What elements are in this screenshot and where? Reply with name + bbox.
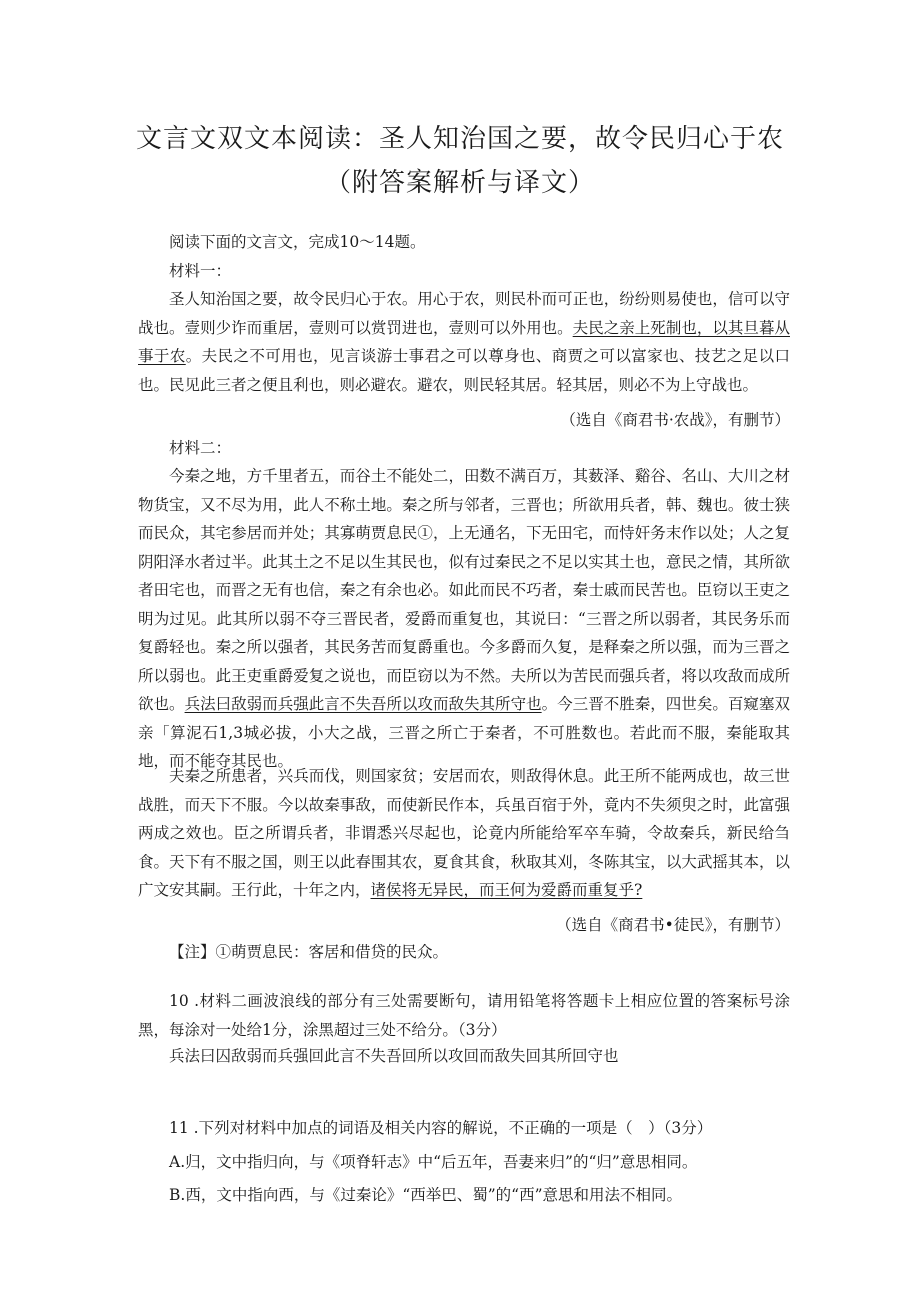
material2-underlined-text: 诸侯将无异民，而王何为爱爵而重复乎?: [370, 881, 643, 899]
material1-text-a: 圣人知治国之要，故令民归心于农。用心于农，则民朴而可正也，纷纷则易使也，信可以守战也。壹则少诈而重居，壹则可以赏罚进也，壹则可以外用也。: [138, 290, 790, 337]
material2-text-c: 夫秦之所患者，兴兵而伐，则国家贫；安居而农，则敌得休息。此王所不能两成也，故三世战胜，而天下不服。今以故秦事敌，而使新民作本，兵虽百宿于外，竟内不失须臾之时，此富强两成之效也。臣之所谓兵者，非谓悉兴尽起也，论竟内所能给军卒车骑，令故秦兵，新民给刍食。天下有不服之国，则王以此春围其农，夏食其食，秋取其刈，冬陈其宝，以大武摇其本，以广文安其嗣。王行此，十年之内，: [138, 767, 790, 899]
document-subtitle: （附答案解析与译文）: [324, 168, 595, 198]
material2-paragraph-1: [138, 462, 790, 776]
document-title: 文言文双文本阅读：圣人知治国之要，故令民归心于农: [135, 124, 784, 154]
material1-text-b: 。夫民之不可用也，见言谈游士事君之可以尊身也、商贾之可以富家也、技艺之足以口也。民见此三者之便且利也，则必避农。避农，则民轻其居。轻其居，则必不为上守战也。: [138, 347, 790, 394]
material1-label: 材料一：: [169, 262, 232, 280]
material2-text-a: 今秦之地，方千里者五，而谷土不能处二，田数不满百万，其薮泽、谿谷、名山、大川之材物货宝，又不尽为用，此人不称土地。秦之所与邻者，三晋也；所欲用兵者，韩、魏也。彼士狭而民众，其宅参居而并处；其寡萌贾息民①，上无通名，下无田宅，而恃奸务末作以处；人之复阴阳泽水者过半。此其土之不足以生其民也，似有过秦民之不足以实其土也，意民之情，其所欲者田宅也，而晋之无有也信，秦之有余也必。如此而民不巧者，秦士戚而民苦也。臣窃以王吏之明为过见。此其所以弱不夺三晋民者，爱爵而重复也，其说曰：“三晋之所以弱者，其民务乐而复爵轻也。秦之所以强者，其民务苦而复爵重也。今多爵而久复，是释秦之所以强，而为三晋之所以弱也。此王吏重爵爱复之说也，而臣窃以为不然。夫所以为苦民而强兵者，将以攻敌而成所欲也。: [138, 467, 790, 713]
material1-underlined-text: 夫民之亲上死制也，以其旦暮从事于农: [138, 318, 790, 365]
question-10-sentence: 兵法曰囚敌弱而兵强回此言不失吾回所以攻回而敌失回其所回守也: [169, 1047, 619, 1065]
question-11-option-a: A.归，文中指归向，与《项脊轩志》中“后五年，吾妻来归”的“归”意思相同。: [169, 1153, 698, 1171]
material2-wavy-line-text: 兵法曰敌弱而兵强此言不失吾所以攻而敌失其所守也: [184, 695, 542, 713]
material2-paragraph-2: [138, 762, 790, 905]
question-10-stem: 10 .材料二画波浪线的部分有三处需要断句，请用铅笔将答题卡上相应位置的答案标号涂黑，每涂对一处给1分，涂黑超过三处不给分。（3分）: [138, 992, 790, 1039]
intro-text: 阅读下面的文言文，完成10～14题。: [169, 233, 426, 251]
material1-source: （选自《商君书·农战》，有删节）: [560, 411, 790, 429]
material2-text-b: 。今三晋不胜秦，四世矣。百窥塞双亲「算泥石1,3城必拔，小大之战，三晋之所亡于秦者，不可胜数也。若此而不服，秦能取其地，而不能夺其民也。: [138, 695, 790, 770]
material2-source: （选自《商君书•徒民》，有删节）: [556, 916, 790, 934]
annotation-note: 【注】①萌贾息民：客居和借贷的民众。: [169, 943, 449, 961]
question-11-option-b: B.西，文中指向西，与《过秦论》“西举巴、蜀”的“西”意思和用法不相同。: [169, 1186, 683, 1204]
material1-paragraph: [138, 285, 790, 399]
material2-label: 材料二：: [169, 439, 232, 457]
question-11-stem: 11 .下列对材料中加点的词语及相关内容的解说，不正确的一项是（ ）（3分）: [169, 1119, 713, 1137]
